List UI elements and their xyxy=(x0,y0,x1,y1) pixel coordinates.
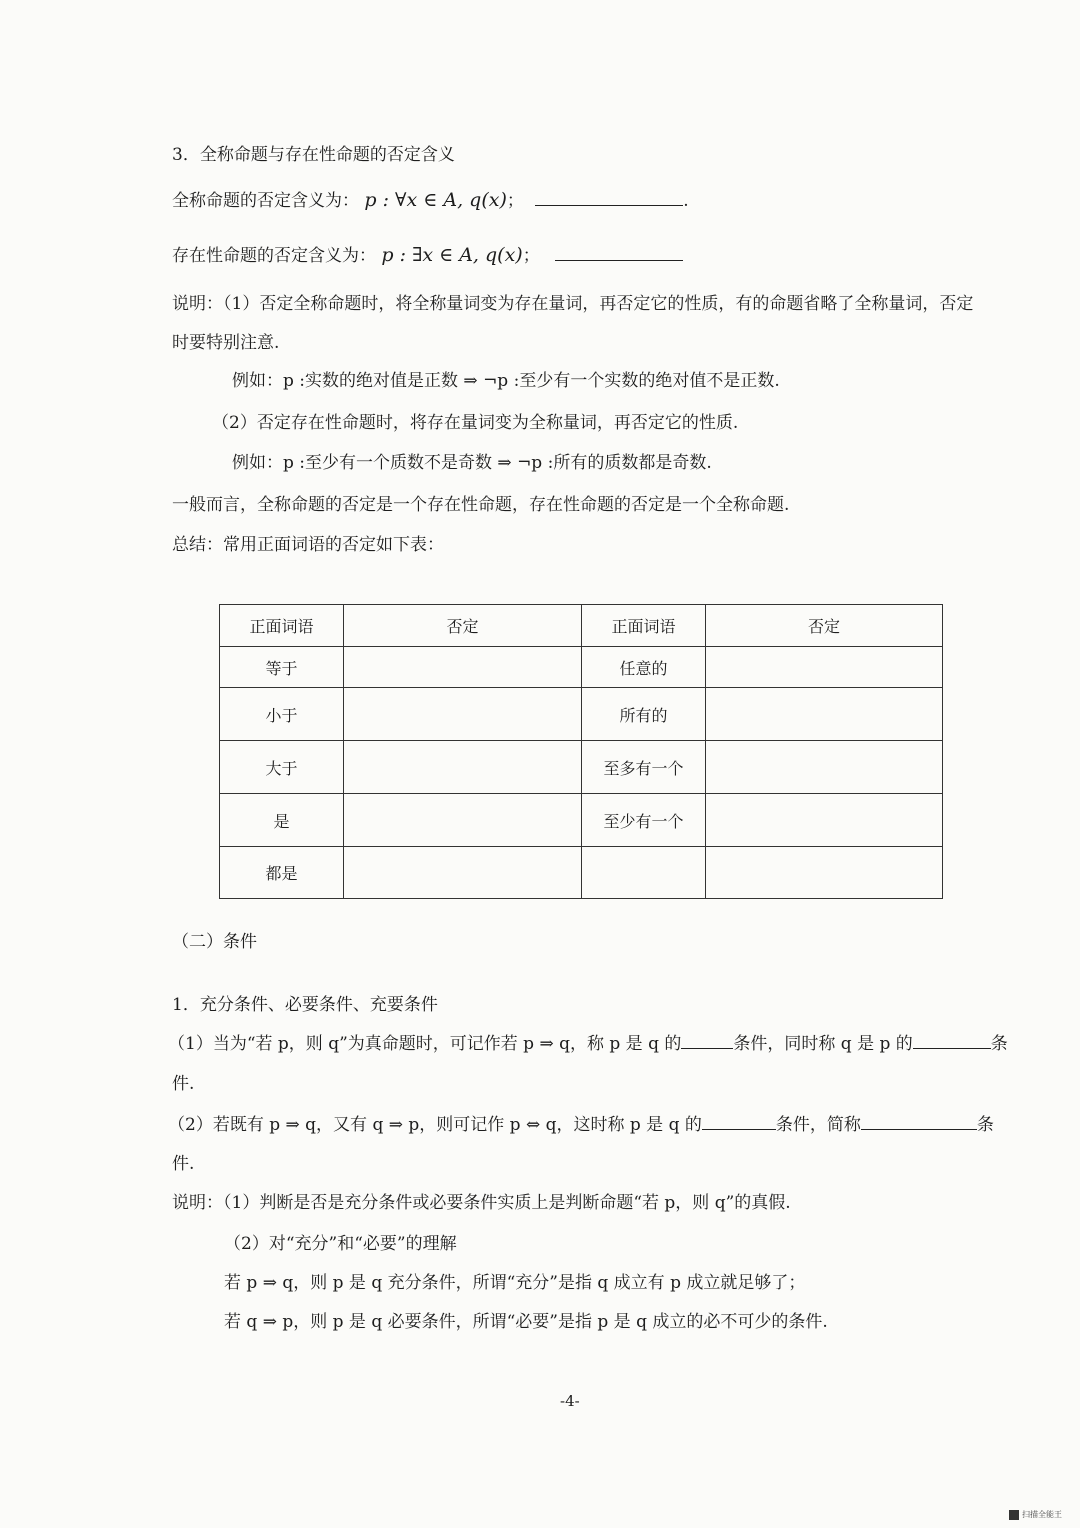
negation-table xyxy=(219,604,943,899)
existential-formula: p : ∃x ∈ A, q(x) xyxy=(381,244,523,266)
answer-blank[interactable] xyxy=(535,187,683,206)
universal-prefix: 全称命题的否定含义为： xyxy=(172,191,359,211)
scanner-watermark xyxy=(1009,1509,1062,1520)
example1: 例如：p :实数的绝对值是正数 ⇒ ¬p :至少有一个实数的绝对值不是正数. xyxy=(232,371,780,391)
conditions-heading: （二）条件 xyxy=(172,932,257,952)
table-cell: 任意的 xyxy=(582,647,706,688)
answer-blank[interactable] xyxy=(913,1030,991,1049)
item1-continuation: 件. xyxy=(172,1074,195,1094)
item1-line xyxy=(168,1030,1008,1056)
table-cell: 至少有一个 xyxy=(582,794,706,847)
answer-blank[interactable] xyxy=(861,1111,977,1130)
sufficient-explanation: 若 p ⇒ q，则 p 是 q 充分条件，所谓“充分”是指 q 成立有 p 成立就足够了； xyxy=(224,1273,806,1293)
table-cell xyxy=(582,847,706,899)
item2-line xyxy=(168,1111,994,1137)
table-cell[interactable] xyxy=(344,741,582,794)
table-cell[interactable] xyxy=(344,847,582,899)
table-cell[interactable] xyxy=(706,847,943,899)
universal-formula: p : ∀x ∈ A, q(x) xyxy=(364,189,507,211)
table-cell: 都是 xyxy=(220,847,344,899)
item2-text-b: 条件，简称 xyxy=(775,1115,861,1135)
table-cell: 小于 xyxy=(220,688,344,741)
section-heading: 3．全称命题与存在性命题的否定含义 xyxy=(172,145,455,165)
table-header-cell: 正面词语 xyxy=(220,605,344,647)
note2: （2）否定存在性命题时，将存在量词变为全称量词，再否定它的性质. xyxy=(212,413,739,433)
table-row xyxy=(220,688,943,741)
table-header-row xyxy=(220,605,943,647)
table-row xyxy=(220,847,943,899)
item2-continuation: 件. xyxy=(172,1154,195,1174)
answer-blank[interactable] xyxy=(681,1030,733,1049)
table-row xyxy=(220,741,943,794)
necessary-explanation: 若 q ⇒ p，则 p 是 q 必要条件，所谓“必要”是指 p 是 q 成立的必不可少的条件. xyxy=(224,1312,828,1332)
universal-negation-line: 全称命题的否定含义为： p : ∀x ∈ A, q(x)； . xyxy=(172,189,689,211)
watermark-text: 扫描全能王 xyxy=(1022,1510,1062,1519)
note1-line-b: 时要特别注意. xyxy=(172,333,280,353)
note1-line-a: 说明：（1）否定全称命题时，将全称量词变为存在量词，再否定它的性质，有的命题省略了全称量词，否定 xyxy=(172,294,974,314)
scanner-logo-icon xyxy=(1009,1510,1019,1520)
conditions-subheading: 1．充分条件、必要条件、充要条件 xyxy=(172,995,438,1015)
table-cell: 是 xyxy=(220,794,344,847)
table-cell: 等于 xyxy=(220,647,344,688)
table-cell[interactable] xyxy=(706,794,943,847)
table-cell[interactable] xyxy=(706,688,943,741)
item1-text-a: （1）当为“若 p，则 q”为真命题时，可记作若 p ⇒ q，称 p 是 q 的 xyxy=(168,1034,682,1054)
table-cell: 所有的 xyxy=(582,688,706,741)
table-cell[interactable] xyxy=(344,647,582,688)
answer-blank[interactable] xyxy=(702,1111,776,1130)
existential-negation-line: 存在性命题的否定含义为： p : ∃x ∈ A, q(x)； xyxy=(172,242,683,268)
table-header-cell: 否定 xyxy=(344,605,582,647)
example2: 例如：p :至少有一个质数不是奇数 ⇒ ¬p :所有的质数都是奇数. xyxy=(232,453,712,473)
table-cell: 至多有一个 xyxy=(582,741,706,794)
summary-line: 总结：常用正面词语的否定如下表： xyxy=(172,535,444,555)
table-cell[interactable] xyxy=(706,741,943,794)
table-row xyxy=(220,794,943,847)
conditions-note1: 说明：（1）判断是否是充分条件或必要条件实质上是判断命题“若 p，则 q”的真假. xyxy=(172,1193,791,1213)
table-header-cell: 否定 xyxy=(706,605,943,647)
table-cell[interactable] xyxy=(706,647,943,688)
item2-text-c: 条 xyxy=(976,1115,994,1135)
table-cell[interactable] xyxy=(344,688,582,741)
table-row xyxy=(220,647,943,688)
table-header-cell: 正面词语 xyxy=(582,605,706,647)
answer-blank[interactable] xyxy=(555,242,683,261)
item1-text-c: 条 xyxy=(990,1034,1008,1054)
item2-text-a: （2）若既有 p ⇒ q，又有 q ⇒ p，则可记作 p ⇔ q，这时称 p 是 q 的 xyxy=(168,1115,702,1135)
existential-prefix: 存在性命题的否定含义为： xyxy=(172,246,376,266)
conditions-note2: （2）对“充分”和“必要”的理解 xyxy=(224,1234,457,1254)
general-statement: 一般而言，全称命题的否定是一个存在性命题，存在性命题的否定是一个全称命题. xyxy=(172,495,790,515)
table-cell[interactable] xyxy=(344,794,582,847)
table-cell: 大于 xyxy=(220,741,344,794)
page-number: -4- xyxy=(560,1392,580,1410)
item1-text-b: 条件，同时称 q 是 p 的 xyxy=(733,1034,913,1054)
